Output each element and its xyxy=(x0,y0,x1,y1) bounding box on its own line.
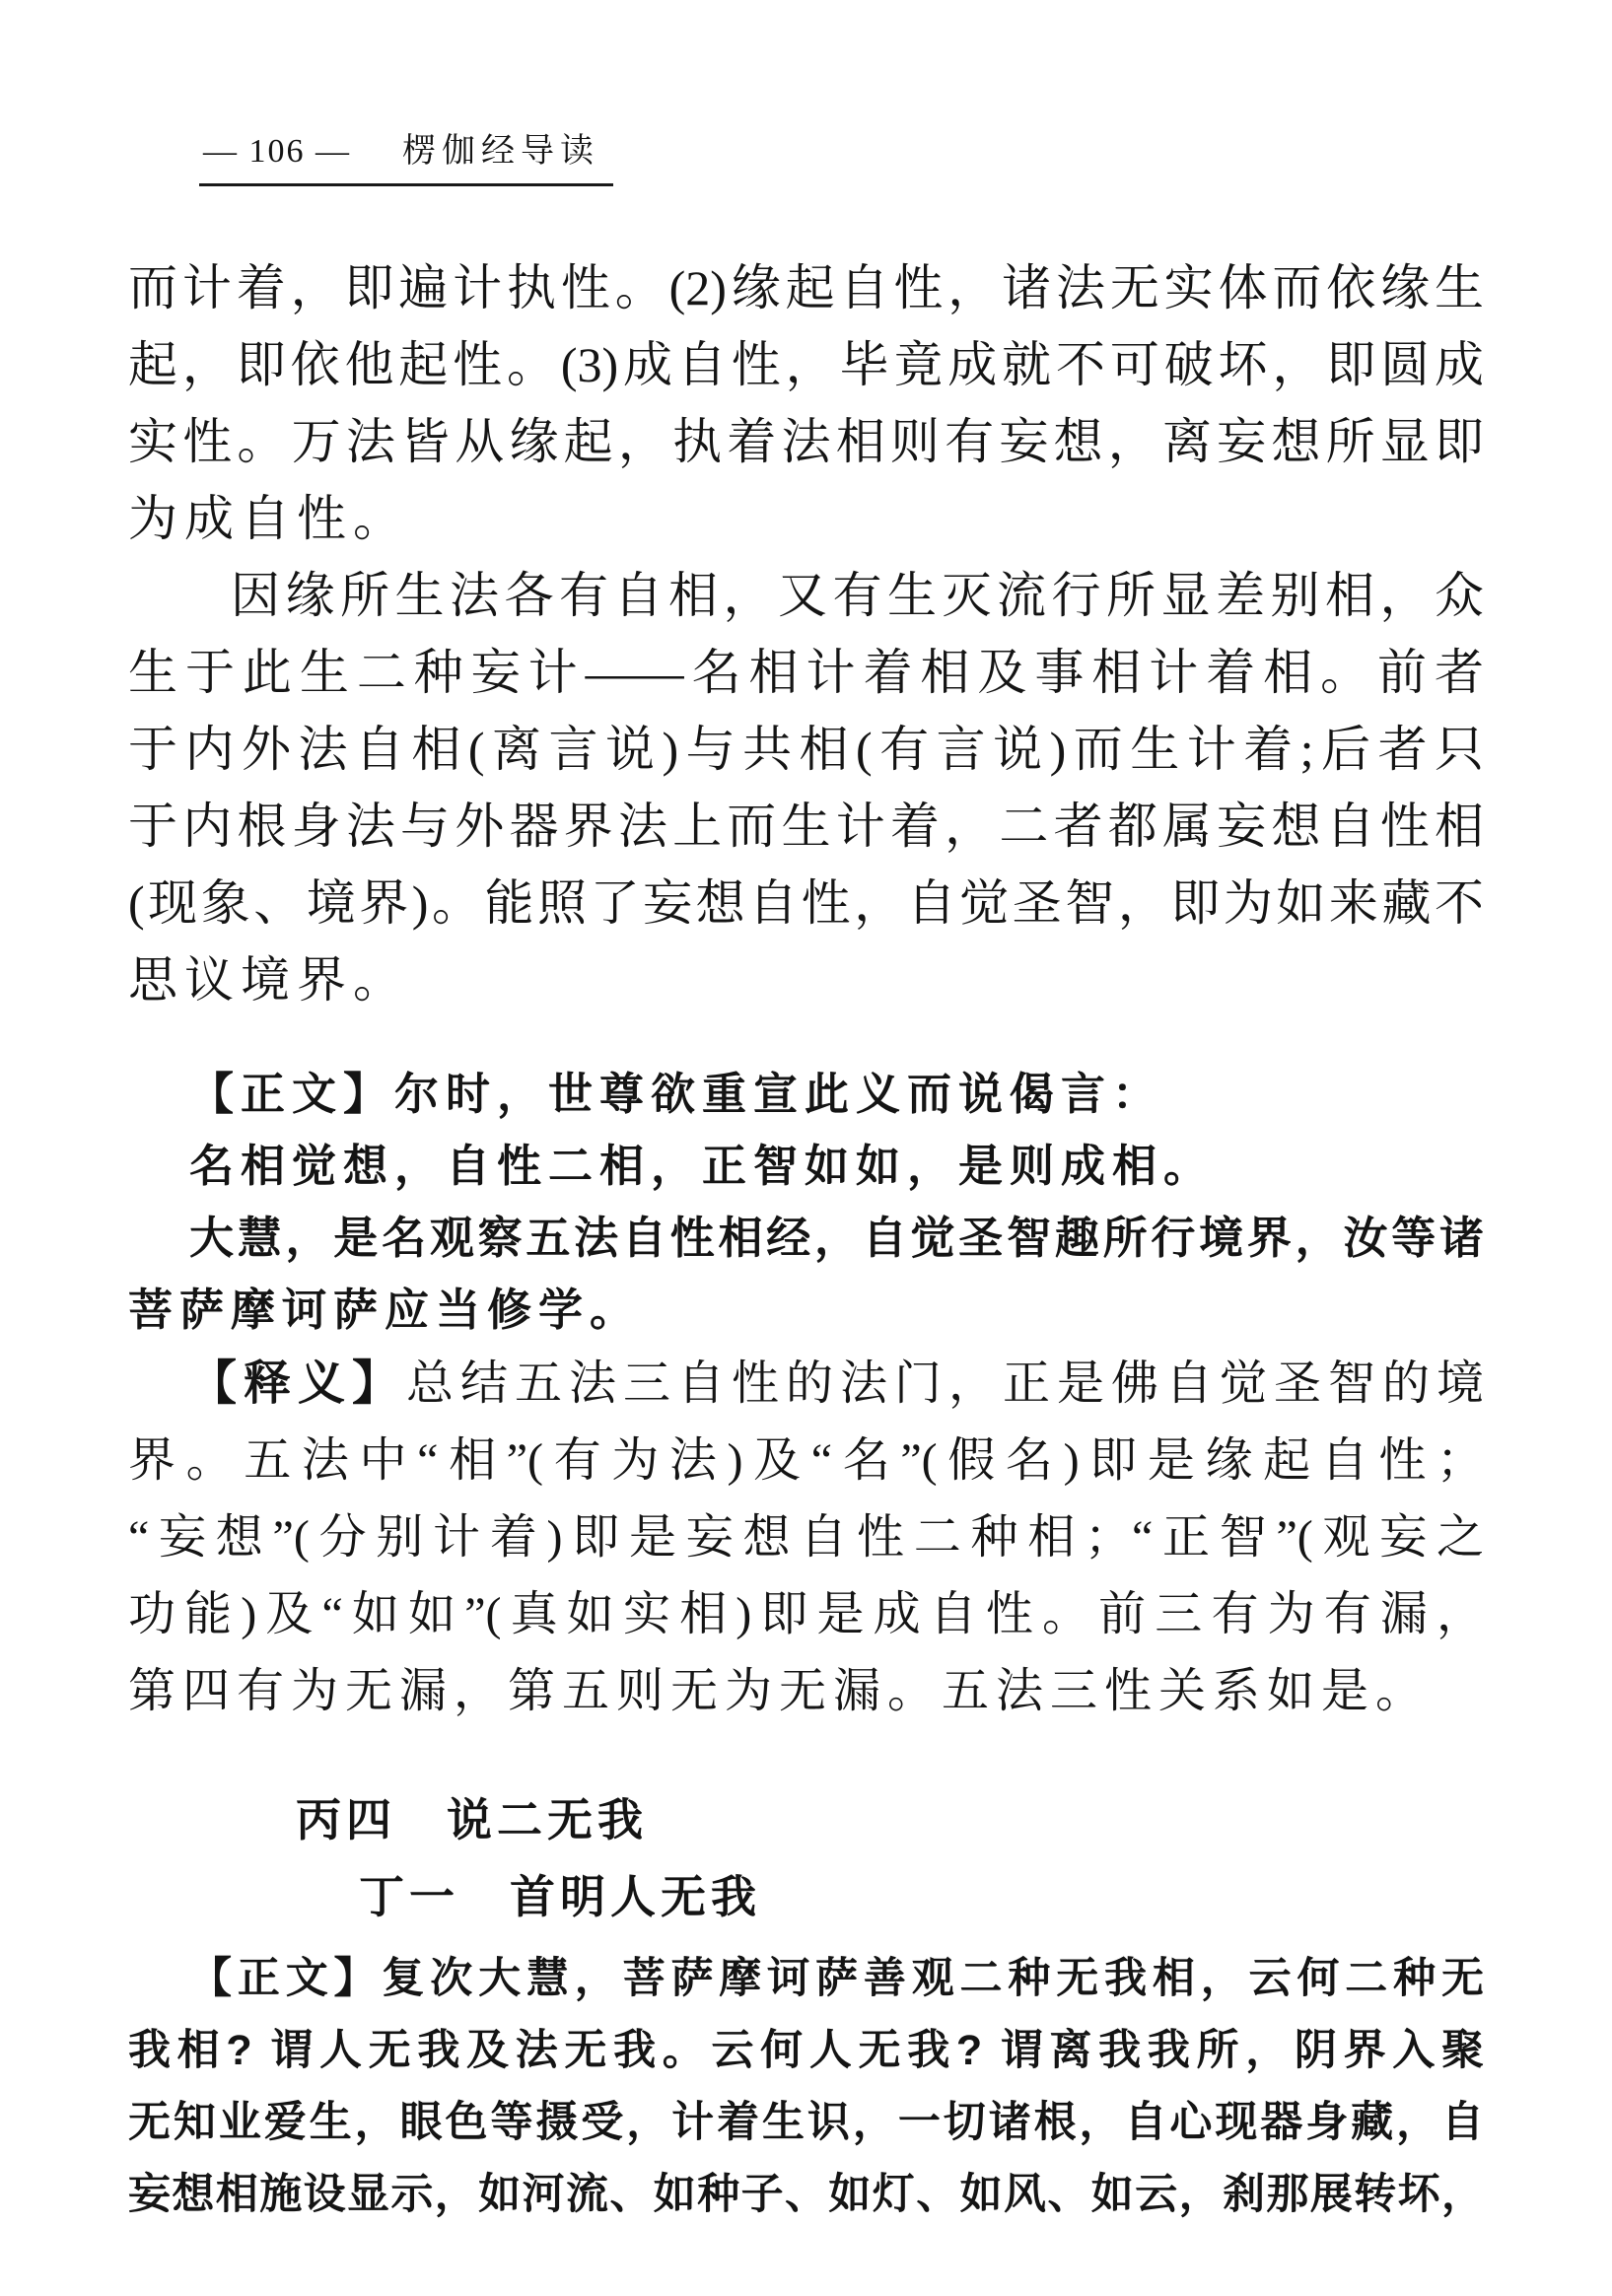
section-heading-bing-four: 丙四 说二无我 xyxy=(296,1794,648,1845)
section-headings xyxy=(128,1781,1484,1935)
commentary-label: 【释义】 xyxy=(189,1357,406,1410)
text-line: 因缘所生法各有自相，又有生灭流行所显差别相，众 xyxy=(231,568,1484,623)
text-line: 于内根身法与外器界法上而生计着，二者都属妄想自性相 xyxy=(128,799,1484,854)
running-header xyxy=(199,130,613,186)
page-number: — 106 — xyxy=(203,133,351,170)
text-line: “妄想”(分别计着)即是妄想自性二种相；“正智”(观妄之 xyxy=(128,1511,1484,1564)
sutra-passage-exhortation xyxy=(128,1202,1484,1346)
text-line: 菩萨摩诃萨应当修学。 xyxy=(128,1285,642,1335)
text-line xyxy=(128,1346,1484,1423)
text-line: 为成自性。 xyxy=(128,491,409,546)
text-line: 大慧，是名观察五法自性相经，自觉圣智趣所行境界，汝等诸 xyxy=(189,1213,1484,1263)
page-body xyxy=(128,249,1484,2231)
paragraph-two-graspings xyxy=(128,557,1484,1018)
book-title: 楞伽经导读 xyxy=(402,133,599,170)
commentary-paragraph xyxy=(128,1346,1484,1730)
text-line: (现象、境界)。能照了妄想自性，自觉圣智，即为如来藏不 xyxy=(128,875,1484,931)
sutra-passage-intro xyxy=(128,1058,1484,1130)
sutra-verse xyxy=(128,1130,1484,1202)
text-line: 功能)及“如如”(真如实相)即是成自性。前三有为有漏， xyxy=(128,1588,1484,1640)
text-line: 而计着，即遍计执性。(2)缘起自性，诸法无实体而依缘生 xyxy=(128,260,1484,315)
text-line: 起，即依他起性。(3)成自性，毕竟成就不可破坏，即圆成 xyxy=(128,337,1484,392)
text-line: 于内外法自相(离言说)与共相(有言说)而生计着;后者只 xyxy=(128,722,1484,777)
text-line: 妄想相施设显示，如河流、如种子、如灯、如风、如云，刹那展转坏， xyxy=(128,2171,1484,2218)
text-line: 思议境界。 xyxy=(128,952,409,1008)
text-line: 第四有为无漏，第五则无为无漏。五法三性关系如是。 xyxy=(128,1665,1431,1717)
text-line: 无知业爱生，眼色等摄受，计着生识，一切诸根，自心现器身藏，自 xyxy=(128,2099,1484,2146)
text-line: 【正文】复次大慧，菩萨摩诃萨善观二种无我相，云何二种无 xyxy=(189,1955,1484,2002)
text-line: 实性。万法皆从缘起，执着法相则有妄想，离妄想所显即 xyxy=(128,414,1484,469)
commentary-first-line-text: 总结五法三自性的法门，正是佛自觉圣智的境 xyxy=(406,1357,1484,1410)
section-heading-ding-one: 丁一 首明人无我 xyxy=(359,1871,761,1922)
paragraph-three-self-natures xyxy=(128,249,1484,557)
text-line: 生于此生二种妄计——名相计着相及事相计着相。前者 xyxy=(128,645,1484,700)
sutra-passage-two-selflessness xyxy=(128,1943,1484,2231)
text-line: 名相觉想，自性二相，正智如如，是则成相。 xyxy=(189,1141,1216,1191)
text-line: 【正文】尔时，世尊欲重宣此义而说偈言： xyxy=(189,1069,1164,1119)
text-line: 界。五法中“相”(有为法)及“名”(假名)即是缘起自性； xyxy=(128,1434,1484,1487)
text-line: 我相? 谓人无我及法无我。云何人无我? 谓离我我所，阴界入聚 xyxy=(128,2027,1484,2074)
